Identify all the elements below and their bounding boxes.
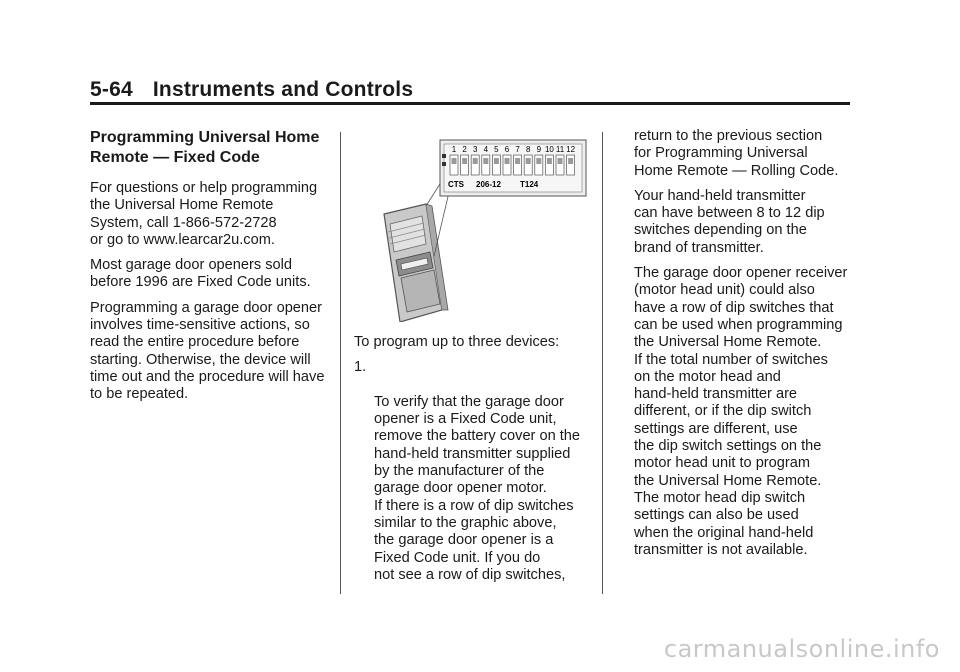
column-divider-2: [602, 132, 603, 594]
transmitter-body: [384, 204, 448, 322]
dip-switch-knob-11: [558, 158, 563, 164]
dip-switch-number-3: 3: [472, 145, 478, 154]
column-divider-1: [340, 132, 341, 594]
pointer-line-bottom: [434, 188, 450, 256]
dip-switch-number-9: 9: [536, 145, 542, 154]
paragraph-contact: For questions or help programming the Universal Home Remote System, call 1-866-572-2728 or go to www.learcar2u.com.: [90, 180, 318, 248]
dip-switch-number-12: 12: [566, 145, 576, 154]
dip-switch-knob-5: [494, 158, 499, 164]
dip-switch-knob-7: [515, 158, 520, 164]
watermark: carmanualsonline.info: [663, 635, 940, 663]
dip-switch-number-6: 6: [504, 145, 510, 154]
dip-panel-label-mid: 206-12: [476, 180, 501, 189]
dip-switch-knob-2: [462, 158, 467, 164]
dip-switch-figure: [354, 132, 590, 322]
dip-switch-knob-6: [505, 158, 510, 164]
step-1-marker: 1.: [354, 359, 367, 376]
dip-panel-label-right: T124: [520, 180, 539, 189]
paragraph-motor-head: The garage door opener receiver (motor head unit) could also have a row of dip switches that can be used when programming the Universal Home Remote. If the total number of switches on the motor head and hand-held transmitter are different, or if the dip switch settings are different, use the dip switch settings on the motor head unit to program the Universal Home Remote. The motor head dip switch settings can also be used when the original hand-held transmitter is not available.: [634, 265, 848, 558]
dip-switch-number-8: 8: [525, 145, 531, 154]
dip-switch-number-2: 2: [462, 145, 467, 154]
dip-switch-knob-1: [452, 158, 457, 164]
dip-switch-number-11: 11: [555, 145, 565, 154]
page-header: [90, 78, 850, 102]
dip-switch-number-10: 10: [544, 145, 554, 154]
list-item-step-1: [354, 359, 590, 584]
column-1: [90, 128, 330, 412]
dip-switch-knob-8: [526, 158, 531, 164]
dip-switch-knob-9: [536, 158, 541, 164]
column-2: [354, 128, 590, 584]
dip-switch-panel: [440, 140, 586, 196]
section-title: Instruments and Controls: [152, 78, 414, 101]
paragraph-time-sensitive: Programming a garage door opener involves time-sensitive actions, so read the entire procedure before starting. Otherwise, the device will time out and the procedure will have to be repeated.: [90, 299, 325, 403]
paragraph-fixed-code-units: Most garage door openers sold before 1996 are Fixed Code units.: [90, 257, 311, 291]
intro-text: To program up to three devices:: [354, 334, 560, 350]
dip-switch-number-7: 7: [515, 145, 520, 154]
paragraph-switch-count: Your hand-held transmitter can have between 8 to 12 dip switches depending on the brand of transmitter.: [634, 187, 825, 256]
paragraph-return-rolling-code: return to the previous section for Programming Universal Home Remote — Rolling Code.: [634, 128, 839, 179]
dip-switch-illustration: [354, 132, 590, 322]
dip-switch-knob-4: [483, 158, 488, 164]
dip-switch-number-4: 4: [483, 145, 489, 154]
dip-switch-number-5: 5: [494, 145, 499, 154]
step-1-text: To verify that the garage door opener is a Fixed Code unit, remove the battery cover on the hand-held transmitter supplied by the manufacturer of the garage door opener motor. If there is a row of dip switches similar to the graphic above, the garage door opener is a Fixed Code unit. If you do not see a row of dip switches,: [374, 393, 581, 583]
dip-switch-knob-12: [568, 158, 573, 164]
header-rule: [90, 102, 850, 105]
page-number: 5-64: [90, 78, 133, 101]
dip-switch-number-1: 1: [451, 145, 457, 154]
dip-switch-knob-3: [473, 158, 478, 164]
column-3: [634, 128, 884, 567]
subsection-title: Programming Universal Home Remote — Fixed Code: [90, 129, 320, 166]
dip-panel-label-left: CTS: [448, 180, 464, 189]
dip-switch-knob-10: [547, 158, 552, 164]
